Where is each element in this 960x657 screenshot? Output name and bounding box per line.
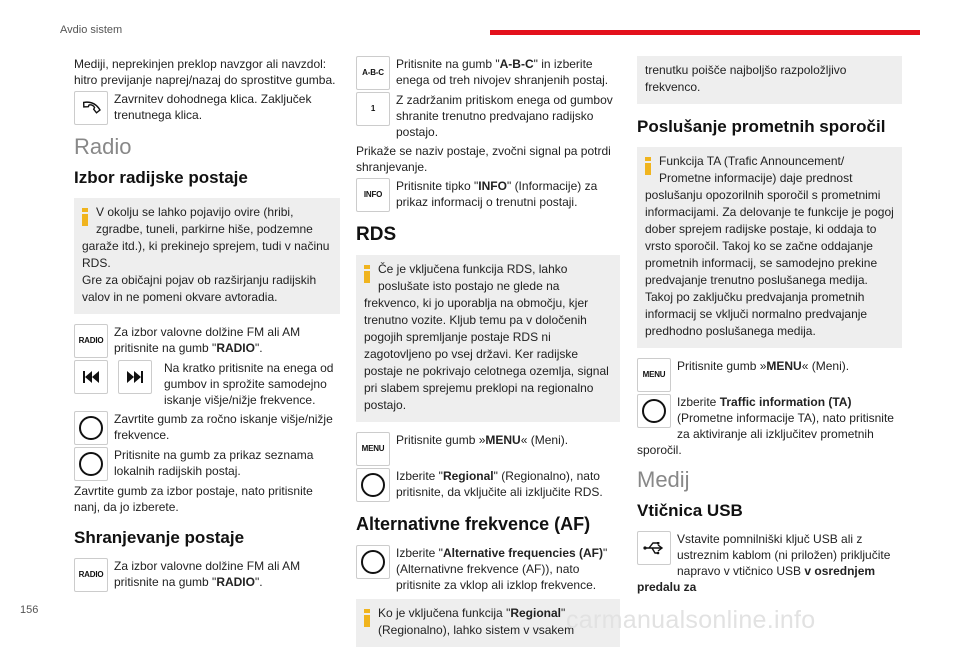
abc-button-icon: A-B-C: [356, 56, 390, 90]
media-seek-paragraph: Mediji, neprekinjen preklop navzgor ali navzdol: hitro previjanje naprej/nazaj do sprostitve gumba.: [74, 57, 336, 87]
preset-1-button-icon: 1: [356, 92, 390, 126]
info-row: [356, 178, 620, 212]
manual-tune-text: Zavrtite gumb za ročno iskanje višje/nižje frekvence.: [114, 412, 333, 442]
radio-band-text-2: Za izbor valovne dolžine FM ali AM pritisnite na gumb "RADIO".: [114, 559, 301, 589]
column-3: [637, 56, 902, 598]
usb-row: [637, 531, 902, 595]
info-icon: [364, 265, 370, 283]
rotary-knob-icon: [356, 468, 390, 502]
af-info-continued-box: [637, 56, 902, 104]
rds-info-text: Če je vključena funkcija RDS, lahko poslušate isto postajo ne glede na frekvenco, ki jo uporablja na območju, kjer trenutno vozite. Kljub temu pa v določenih pogojih spremljanje postaje RDS ni zagotovljeno po vsej državi. Ker radijske postaje ne pokrivajo celotnega ozemlja, signal pri slabem sprejemu preklopi na regionalno postajo.: [364, 262, 609, 412]
menu-text: Pritisnite gumb »MENU« (Meni).: [396, 433, 569, 447]
menu-row: [356, 432, 620, 466]
rotary-knob-icon: [74, 447, 108, 481]
radio-section-title: Radio: [74, 134, 132, 159]
radio-band-text: Za izbor valovne dolžine FM ali AM pritisnite na gumb "RADIO".: [114, 325, 301, 355]
regional-row: [356, 468, 620, 502]
rotary-knob-icon: [637, 394, 671, 428]
seek-text: Na kratko pritisnite na enega od gumbov in sprožite samodejno iskanje višje/nižje frekvence.: [164, 361, 334, 407]
af-row: [356, 545, 620, 593]
radio-button-icon: RADIO: [74, 324, 108, 358]
menu-row-3: [637, 358, 902, 392]
reception-info-box: [74, 198, 340, 314]
info-text: Pritisnite tipko "INFO" (Informacije) za prikaz informacij o trenutni postaji.: [396, 179, 598, 209]
rds-info-box: [356, 255, 620, 422]
seek-buttons: [74, 360, 158, 394]
header-accent-bar: [490, 30, 920, 35]
usb-text: Vstavite pomnilniški ključ USB ali z ustreznim kablom (ni priložen) priključite napravo v vtičnico USB v osrednjem predalu za: [637, 532, 891, 594]
turn-select-text: Zavrtite gumb za izbor postaje, nato pritisnite nanj, da jo izberete.: [74, 484, 313, 514]
abc-text: Pritisnite na gumb "A-B-C" in izberite enega od treh nivojev shranjenih postaj.: [396, 57, 609, 87]
usb-icon: [637, 531, 671, 565]
watermark: carmanualsonline.info: [566, 606, 816, 634]
abc-row: [356, 56, 620, 90]
column-1: [74, 56, 340, 594]
af-text: Izberite "Alternative frequencies (AF)" (Alternativne frekvence (AF)), nato pritisnite za vklop ali izklop frekvence.: [396, 546, 608, 592]
af-info-continued-text: trenutku poišče najboljšo razpoložljivo frekvenco.: [645, 63, 847, 94]
ta-info-box: [637, 147, 902, 348]
ta-info-text: Funkcija TA (Trafic Announcement/ Prometne informacije) daje prednost poslušanju opozorilnih sporočil s prometnimi informacijami. Za delovanje te funkcije je pogoj dober sprejem radijske postaje, ki oddaja to vrsto sporočil. Takoj ko se začne oddajanje prometnih informacij, se samodejno prekine predvajanje trenutno poslušanega medija. Takoj po zaključku predvajanja prometnih informacij se vključi normalno predvajanje predhodno poslušanega medija.: [645, 154, 894, 338]
rotary-knob-icon: [74, 411, 108, 445]
hangup-phone-icon: [74, 91, 108, 125]
menu-text-3: Pritisnite gumb »MENU« (Meni).: [677, 359, 850, 373]
preset-hold-text: Z zadržanim pritiskom enega od gumbov shranite trenutno predvajano radijsko postajo.: [396, 93, 613, 139]
regional-text: Izberite "Regional" (Regionalno), nato pritisnite, da vključite ali izključite RDS.: [396, 469, 603, 499]
rds-heading: RDS: [356, 224, 397, 245]
hangup-text: Zavrnitev dohodnega klica. Zaključek trenutnega klica.: [114, 92, 312, 122]
radio-band-row: [74, 324, 340, 358]
station-stored-text: Prikaže se naziv postaje, zvočni signal pa potrdi shranjevanje.: [356, 144, 611, 174]
traffic-heading: Poslušanje prometnih sporočil: [637, 117, 886, 136]
af-heading: Alternativne frekvence (AF): [356, 514, 591, 534]
page-number: 156: [20, 604, 39, 616]
info-icon: [645, 157, 651, 175]
usb-heading: Vtičnica USB: [637, 501, 743, 520]
running-header: Avdio sistem: [60, 24, 123, 36]
rotary-knob-icon: [356, 545, 390, 579]
reception-info-text: V okolju se lahko pojavijo ovire (hribi, zgradbe, tuneli, parkirne hiše, podzemne garaže itd.), ki prekinejo sprejem, tudi v načinu RDS. Gre za običajni pojav ob razširjanju radijskih valov in ne pomeni okvare avtoradia.: [82, 205, 330, 304]
menu-button-icon: MENU: [356, 432, 390, 466]
hangup-row: [74, 91, 340, 125]
station-list-text: Pritisnite na gumb za prikaz seznama lokalnih radijskih postaj.: [114, 448, 314, 478]
radio-band-row-2: [74, 558, 340, 592]
ta-row: [637, 394, 902, 458]
column-2: [356, 56, 620, 657]
manual-tune-row: [74, 411, 340, 445]
store-station-heading: Shranjevanje postaje: [74, 528, 245, 547]
ta-text: Izberite Traffic information (TA) (Prometne informacije TA), nato pritisnite za aktiviranje ali izključitev prometnih sporočil.: [637, 395, 894, 457]
preset-row: [356, 92, 620, 140]
media-section-title: Medij: [637, 467, 690, 492]
info-icon: [82, 208, 88, 226]
menu-button-icon: MENU: [637, 358, 671, 392]
seek-row: [74, 360, 340, 408]
seek-back-icon: [74, 360, 108, 394]
regional-info-text: Ko je vključena funkcija "Regional" (Regionalno), lahko sistem v vsakem: [378, 606, 575, 637]
seek-forward-icon: [118, 360, 152, 394]
radio-button-icon: RADIO: [74, 558, 108, 592]
info-button-icon: INFO: [356, 178, 390, 212]
station-list-row: [74, 447, 340, 481]
station-select-heading: Izbor radijske postaje: [74, 168, 248, 187]
info-icon: [364, 609, 370, 627]
